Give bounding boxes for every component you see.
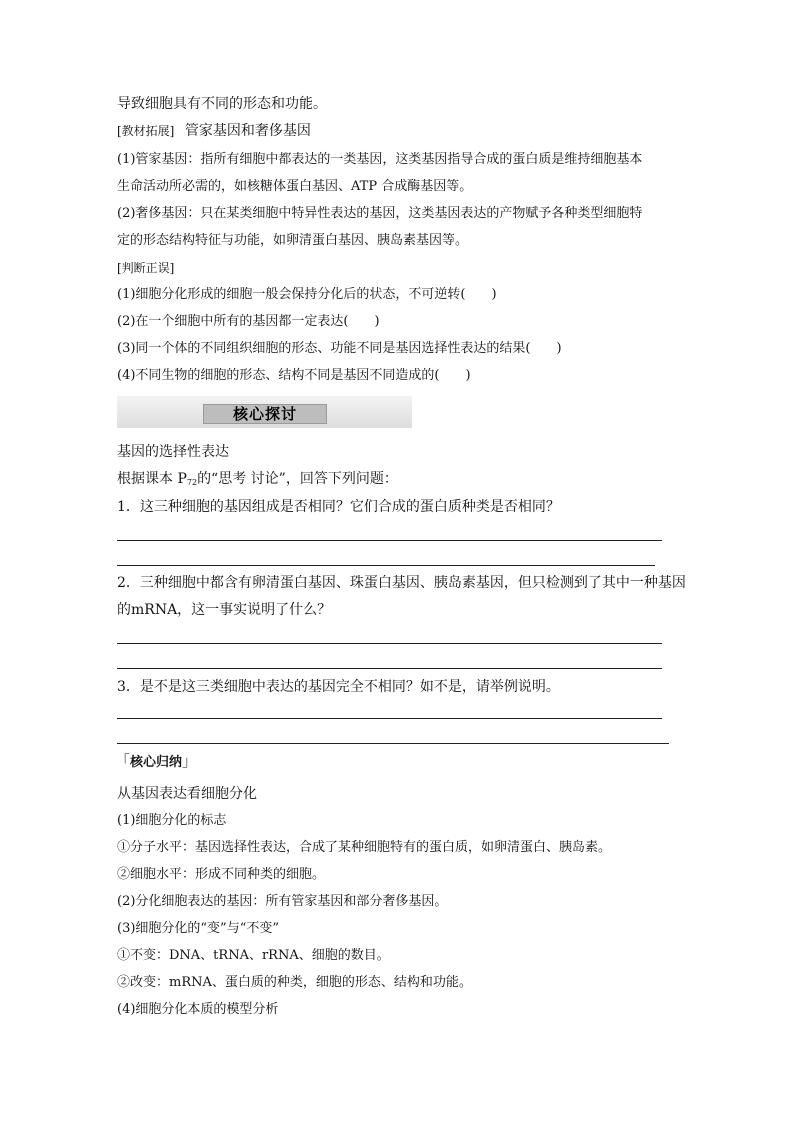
bracket-open: 「 <box>115 752 131 770</box>
judge-tag: [判断正误] <box>117 261 175 275</box>
question-1: 1．这三种细胞的基因组成是否相同？它们合成的蛋白质种类是否相同？ <box>117 499 560 515</box>
answer-line[interactable] <box>117 565 655 566</box>
intro-prefix: 根据课本 P <box>117 471 187 487</box>
summary-tag <box>115 752 197 772</box>
summary-line: ①分子水平：基因选择性表达，合成了某种细胞特有的蛋白质，如卵清蛋白、胰岛素。 <box>117 840 612 855</box>
judge-item: (4)不同生物的细胞的形态、结构不同是基因不同造成的( ) <box>117 368 471 383</box>
page-subscript: 72 <box>186 478 198 487</box>
summary-line: (2)分化细胞表达的基因：所有管家基因和部分奢侈基因。 <box>117 894 448 909</box>
intro-suffix: 的“思考 讨论”，回答下列问题： <box>197 471 398 487</box>
answer-line[interactable] <box>117 743 669 744</box>
summary-title: 从基因表达看细胞分化 <box>117 786 257 802</box>
summary-line: ②细胞水平：形成不同种类的细胞。 <box>117 867 326 882</box>
summary-line: (4)细胞分化本质的模型分析 <box>117 1002 279 1017</box>
judge-item: (3)同一个体的不同组织细胞的形态、功能不同是基因选择性表达的结果( ) <box>117 341 562 356</box>
extension-p1-line1: (1)管家基因：指所有细胞中都表达的一类基因，这类基因指导合成的蛋白质是维持细胞基本 <box>117 152 643 167</box>
question-2-line2: 的mRNA，这一事实说明了什么？ <box>117 602 332 618</box>
extension-heading <box>117 122 311 140</box>
intro-line: 导致细胞具有不同的形态和功能。 <box>117 96 327 112</box>
answer-line[interactable] <box>117 718 662 719</box>
question-3: 3．是不是这三类细胞中表达的基因完全不相同？如不是，请举例说明。 <box>117 679 560 695</box>
extension-p2-line1: (2)奢侈基因：只在某类细胞中特异性表达的基因，这类基因表达的产物赋予各种类型细胞特 <box>117 206 643 221</box>
summary-tag-label: 核心归纳 <box>130 755 183 770</box>
extension-title: 管家基因和奢侈基因 <box>184 123 311 139</box>
summary-line: ②改变：mRNA、蛋白质的种类，细胞的形态、结构和功能。 <box>117 975 472 990</box>
answer-line[interactable] <box>117 643 662 644</box>
extension-p1-line2: 生命活动所必需的，如核糖体蛋白基因、ATP 合成酶基因等。 <box>117 179 473 194</box>
explore-topic: 基因的选择性表达 <box>117 444 229 460</box>
section-banner <box>117 396 412 428</box>
answer-line[interactable] <box>117 668 662 669</box>
extension-tag: [教材拓展] <box>117 124 175 138</box>
judge-item: (1)细胞分化形成的细胞一般会保持分化后的状态，不可逆转( ) <box>117 287 497 302</box>
summary-line: (1)细胞分化的标志 <box>117 813 227 828</box>
extension-p2-line2: 定的形态结构特征与功能，如卵清蛋白基因、胰岛素基因等。 <box>117 233 469 248</box>
answer-line[interactable] <box>117 540 662 541</box>
summary-line: ①不变：DNA、tRNA、rRNA、细胞的数目。 <box>117 948 390 963</box>
judge-item: (2)在一个细胞中所有的基因都一定表达( ) <box>117 314 380 329</box>
bracket-close: 」 <box>182 752 198 770</box>
question-2-line1: 2．三种细胞中都含有卵清蛋白基因、珠蛋白基因、胰岛素基因，但只检测到了其中一种基因 <box>117 575 686 591</box>
explore-intro <box>117 470 398 492</box>
banner-title: 核心探讨 <box>203 404 327 424</box>
summary-line: (3)细胞分化的“变”与“不变” <box>117 921 279 936</box>
